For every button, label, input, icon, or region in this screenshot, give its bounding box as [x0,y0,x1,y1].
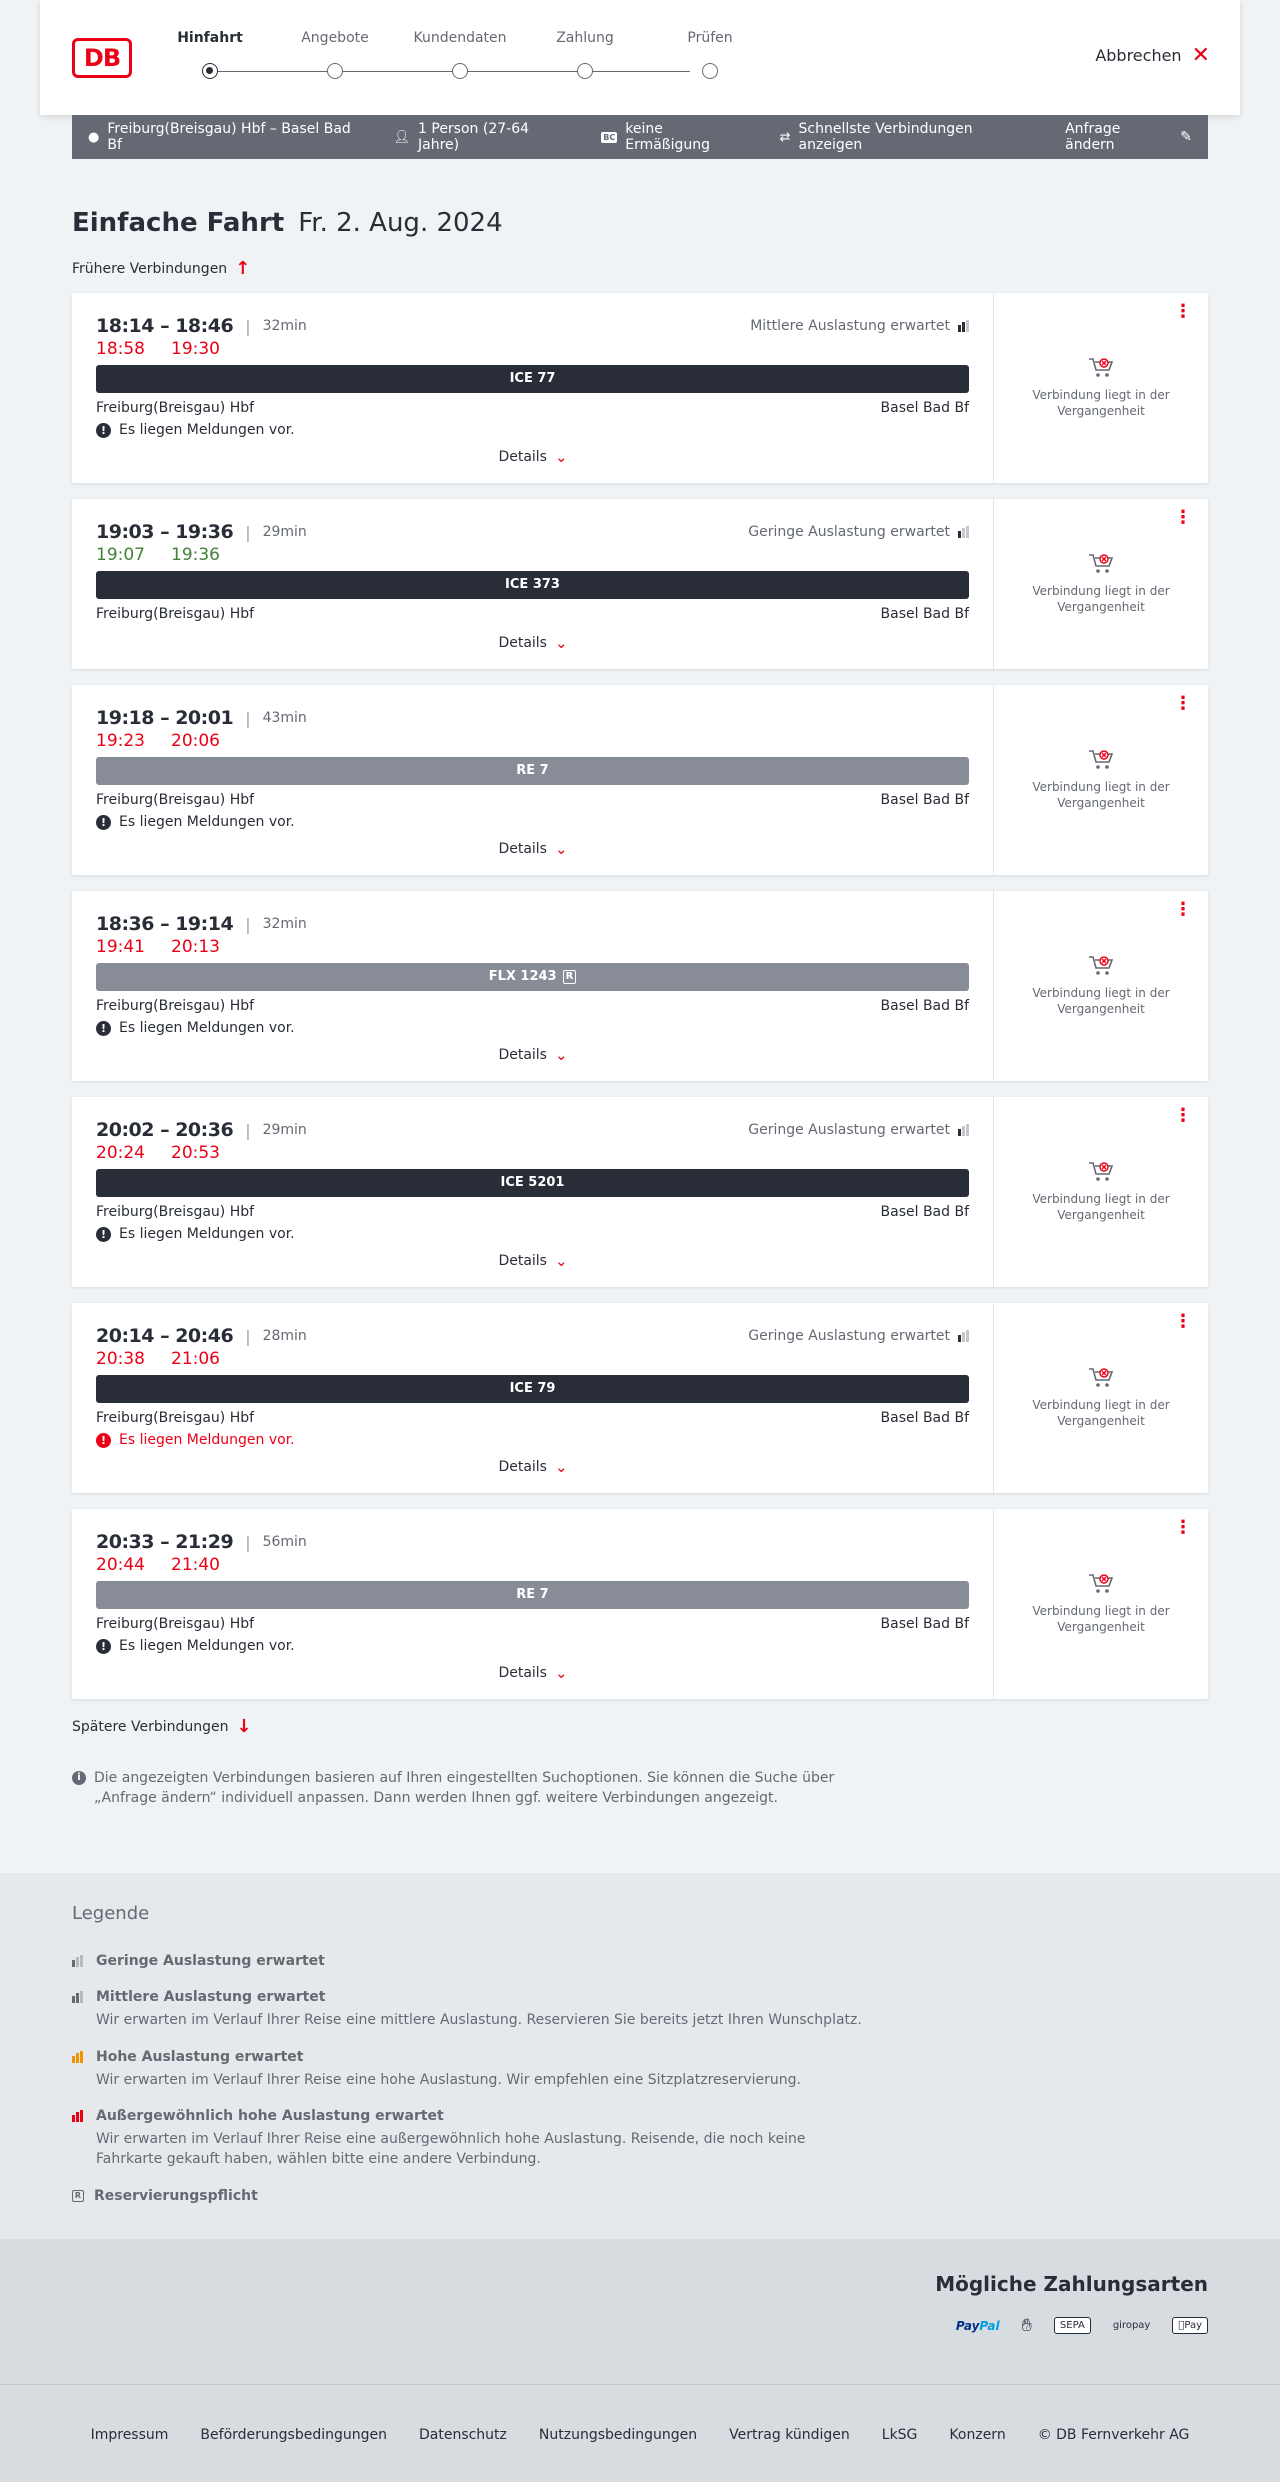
footer-link-befoerderungsbedingungen[interactable]: Beförderungsbedingungen [200,2427,387,2443]
pencil-icon: ✎ [1180,129,1192,145]
giropay-icon: giropay [1112,2320,1151,2331]
header [40,0,1240,115]
connection-card[interactable] [72,1509,1208,1699]
details-label: Details [498,841,547,857]
train-name: RE 7 [516,763,549,778]
alert-icon: ! [96,423,111,438]
realtime-arrival: 19:30 [171,339,220,359]
message-text: Es liegen Meldungen vor. [119,1226,295,1242]
realtime-times [96,1143,220,1163]
chevron-down-icon: ⌄ [554,634,568,652]
scheduled-time: 19:18 – 20:01 [96,707,234,729]
footer-link-impressum[interactable]: Impressum [90,2427,169,2443]
departure-station: Freiburg(Breisgau) Hbf [96,998,255,1014]
connection-main [72,891,994,1081]
step-pruefen[interactable] [660,30,760,79]
message-text: Es liegen Meldungen vor. [119,1432,295,1448]
separator: | [245,1532,251,1552]
info-icon: i [72,1771,86,1785]
scheduled-time: 18:36 – 19:14 [96,913,234,935]
summary-discount [601,121,747,153]
step-label: Prüfen [687,30,733,46]
arrival-station: Basel Bad Bf [880,1616,969,1632]
footer-link-konzern[interactable]: Konzern [949,2427,1006,2443]
scheduled-times [96,521,307,543]
step-hinfahrt[interactable] [160,30,260,79]
train-bar[interactable] [96,1581,969,1609]
past-text: Verbindung liegt in der Vergangenheit [1032,1604,1170,1634]
train-name: ICE 5201 [500,1175,565,1190]
alert-icon: ! [96,815,111,830]
load-indicator [748,1122,969,1138]
travellers-text: 1 Person (27-64 Jahre) [418,121,530,153]
load-text: Mittlere Auslastung erwartet [750,318,950,334]
fastest-text: Schnellste Verbindungen anzeigen [798,121,973,153]
past-connection-notice [1004,1571,1198,1635]
connection-card[interactable] [72,1097,1208,1287]
load-indicator [750,318,969,334]
booking-side [994,1303,1208,1493]
location-pin-icon: ● [88,129,100,145]
credit-card-icon: ✋︎ [1021,2315,1032,2336]
message-notice [96,422,295,438]
connection-card[interactable] [72,293,1208,483]
past-text: Verbindung liegt in der Vergangenheit [1032,584,1170,614]
route-text: Freiburg(Breisgau) Hbf – Basel Bad Bf [107,121,351,153]
edit-request-button[interactable] [1065,121,1192,153]
past-text: Verbindung liegt in der Vergangenheit [1032,1398,1170,1428]
load-icon [958,1124,969,1136]
payment-title: Mögliche Zahlungsarten [935,2272,1208,2296]
step-dot [577,63,593,79]
page-title [72,208,503,238]
train-name: FLX 1243 [488,969,557,984]
step-label: Hinfahrt [177,30,243,46]
booking-stepper [177,30,733,90]
details-toggle[interactable] [72,840,994,858]
more-options-icon[interactable]: ⋮ [1174,1517,1192,1538]
realtime-times [96,339,220,359]
train-bar[interactable] [96,1169,969,1197]
more-options-icon[interactable]: ⋮ [1174,1311,1192,1332]
departure-station: Freiburg(Breisgau) Hbf [96,400,255,416]
edit-request-label: Anfrage ändern [1065,121,1121,153]
booking-side [994,685,1208,875]
duration: 43min [262,710,307,726]
footer-link-vertrag-kuendigen[interactable]: Vertrag kündigen [729,2427,850,2443]
details-toggle[interactable] [72,1664,994,1682]
arrival-station: Basel Bad Bf [880,606,969,622]
scheduled-time: 20:14 – 20:46 [96,1325,234,1347]
trip-date: Fr. 2. Aug. 2024 [298,208,503,238]
arrival-station: Basel Bad Bf [880,400,969,416]
booking-side [994,499,1208,669]
arrival-station: Basel Bad Bf [880,1204,969,1220]
footer-links [0,2427,1280,2443]
scheduled-times [96,913,307,935]
reservation-icon: R [72,2190,84,2202]
search-options-note [72,1768,842,1808]
realtime-departure: 19:07 [96,545,145,565]
more-options-icon[interactable]: ⋮ [1174,301,1192,322]
departure-station: Freiburg(Breisgau) Hbf [96,606,255,622]
past-text: Verbindung liegt in der Vergangenheit [1032,1192,1170,1222]
load-text: Geringe Auslastung erwartet [748,1328,950,1344]
realtime-arrival: 21:40 [171,1555,220,1575]
load-indicator [748,524,969,540]
step-label: Kundendaten [413,30,507,46]
step-dot [202,63,218,79]
trip-type: Einfache Fahrt [72,208,285,238]
message-text: Es liegen Meldungen vor. [119,1638,295,1654]
realtime-arrival: 21:06 [171,1349,220,1369]
train-bar[interactable] [96,963,969,991]
booking-side [994,891,1208,1081]
separator: | [245,316,251,336]
later-label: Spätere Verbindungen [72,1718,229,1735]
past-text: Verbindung liegt in der Vergangenheit [1032,780,1170,810]
details-toggle[interactable] [72,1252,994,1270]
connection-card[interactable] [72,891,1208,1081]
step-angebote[interactable] [285,30,385,79]
summary-route [88,121,362,153]
message-notice [96,1020,295,1036]
alert-icon: ! [96,1639,111,1654]
duration: 56min [262,1534,307,1550]
details-label: Details [498,1665,547,1681]
legend-item-reservation [72,2188,872,2204]
earlier-label: Frühere Verbindungen [72,260,228,277]
legend-item-title: Geringe Auslastung erwartet [96,1953,325,1969]
load-text: Geringe Auslastung erwartet [748,1122,950,1138]
past-connection-notice [1004,1159,1198,1223]
message-notice [96,1638,295,1654]
scheduled-time: 20:33 – 21:29 [96,1531,234,1553]
message-text: Es liegen Meldungen vor. [119,1020,295,1036]
booking-side [994,1097,1208,1287]
arrival-station: Basel Bad Bf [880,998,969,1014]
db-logo[interactable]: DB [72,38,132,78]
past-connection-notice [1004,355,1198,419]
alert-icon: ! [96,1433,111,1448]
summary-travellers [394,121,570,153]
scheduled-times [96,707,307,729]
legend-title: Legende [72,1903,150,1924]
separator: | [245,914,251,934]
realtime-departure: 18:58 [96,339,145,359]
realtime-departure: 20:44 [96,1555,145,1575]
legend-item-title: Mittlere Auslastung erwartet [96,1989,326,2005]
connection-main [72,1097,994,1287]
message-notice [96,1226,295,1242]
connection-main [72,685,994,875]
message-notice [96,814,295,830]
legend-item-title: Reservierungspflicht [94,2188,258,2204]
connection-card[interactable] [72,1303,1208,1493]
train-name: ICE 373 [505,577,560,592]
load-low-icon [72,1955,86,1967]
realtime-times [96,937,220,957]
legend-item-title: Hohe Auslastung erwartet [96,2049,304,2065]
step-label: Angebote [301,30,369,46]
arrival-station: Basel Bad Bf [880,1410,969,1426]
footer-link-lksg[interactable]: LkSG [881,2427,918,2443]
connection-card[interactable] [72,685,1208,875]
realtime-departure: 20:38 [96,1349,145,1369]
legend-item-title: Außergewöhnlich hohe Auslastung erwartet [96,2108,444,2124]
departure-station: Freiburg(Breisgau) Hbf [96,1410,255,1426]
departure-station: Freiburg(Breisgau) Hbf [96,792,255,808]
arrival-station: Basel Bad Bf [880,792,969,808]
realtime-times [96,1555,220,1575]
summary-fastest[interactable] [780,121,1033,153]
apple-pay-icon: Pay [1172,2317,1208,2334]
cart-unavailable-icon [1087,1365,1115,1389]
more-options-icon[interactable]: ⋮ [1174,693,1192,714]
separator: | [245,708,251,728]
scheduled-times [96,1119,307,1141]
chevron-down-icon: ⌄ [554,840,568,858]
train-bar[interactable] [96,571,969,599]
legend-item-desc: Wir erwarten im Verlauf Ihrer Reise eine hohe Auslastung. Wir empfehlen eine Sitzplatzreservierung. [96,2072,801,2088]
cart-unavailable-icon [1087,1571,1115,1595]
train-name: ICE 79 [509,1381,556,1396]
details-toggle[interactable] [72,448,994,466]
chevron-down-icon: ⌄ [554,1664,568,1682]
past-connection-notice [1004,551,1198,615]
swap-arrows-icon: ⇄ [779,129,791,145]
load-icon [958,1330,969,1342]
cart-unavailable-icon [1087,1159,1115,1183]
realtime-arrival: 19:36 [171,545,220,565]
note-text: Die angezeigten Verbindungen basieren auf Ihren eingestellten Suchoptionen. Sie können die Suche über „Anfrage ändern“ individuell anpassen. Dann werden Ihnen ggf. weitere Verbindungen angezeigt. [94,1770,835,1806]
footer-link-nutzungsbedingungen[interactable]: Nutzungsbedingungen [538,2427,698,2443]
realtime-departure: 19:41 [96,937,145,957]
legend-item-exceptional [72,2108,872,2169]
scheduled-times [96,1325,307,1347]
message-notice [96,1432,295,1448]
legend [0,1873,1280,2239]
details-label: Details [498,449,547,465]
past-connection-notice [1004,1365,1198,1429]
duration: 28min [262,1328,307,1344]
chevron-down-icon: ⌄ [554,448,568,466]
cart-unavailable-icon [1087,747,1115,771]
chevron-down-icon: ⌄ [554,1458,568,1476]
realtime-times [96,545,220,565]
train-name: ICE 77 [509,371,556,386]
footer-link-datenschutz[interactable]: Datenschutz [418,2427,507,2443]
connection-main [72,1303,994,1493]
legend-item-desc: Wir erwarten im Verlauf Ihrer Reise eine außergewöhnlich hohe Auslastung. Reisende, die noch keine Fahrkarte gekauft haben, wählen bitte eine andere Verbindung. [96,2131,806,2167]
separator: | [245,1120,251,1140]
earlier-connections-link[interactable] [72,258,250,279]
cancel-label: Abbrechen [1095,46,1182,65]
train-bar[interactable] [96,757,969,785]
more-options-icon[interactable]: ⋮ [1174,899,1192,920]
connection-main [72,1509,994,1699]
payment-methods [0,2239,1280,2384]
chevron-down-icon: ⌄ [554,1046,568,1064]
legend-item-low [72,1953,872,1969]
details-toggle[interactable] [72,634,994,652]
step-zahlung[interactable] [535,30,635,79]
realtime-arrival: 20:13 [171,937,220,957]
details-toggle[interactable] [72,1046,994,1064]
alert-icon: ! [96,1227,111,1242]
legend-item-medium [72,1989,872,2030]
arrow-down-icon: ↓ [236,1716,252,1737]
step-dot [702,63,718,79]
realtime-departure: 20:24 [96,1143,145,1163]
details-label: Details [498,1047,547,1063]
load-exceptional-icon [72,2110,86,2122]
more-options-icon[interactable]: ⋮ [1174,507,1192,528]
load-indicator [748,1328,969,1344]
footer-copyright: © DB Fernverkehr AG [1037,2427,1190,2443]
close-icon: ✕ [1191,42,1210,68]
load-high-icon [72,2051,86,2063]
duration: 29min [262,524,307,540]
details-toggle[interactable] [72,1458,994,1476]
past-text: Verbindung liegt in der Vergangenheit [1032,986,1170,1016]
scheduled-time: 19:03 – 19:36 [96,521,234,543]
more-options-icon[interactable]: ⋮ [1174,1105,1192,1126]
search-summary-bar [72,115,1208,159]
paypal-icon: PayPal [955,2318,1000,2333]
train-name: RE 7 [516,1587,549,1602]
realtime-times [96,1349,220,1369]
load-text: Geringe Auslastung erwartet [748,524,950,540]
cart-unavailable-icon [1087,953,1115,977]
cart-unavailable-icon [1087,355,1115,379]
connection-card[interactable] [72,499,1208,669]
details-label: Details [498,1253,547,1269]
chevron-down-icon: ⌄ [554,1252,568,1270]
train-bar[interactable] [96,1375,969,1403]
person-icon: 👤︎ [393,129,411,145]
step-dot [452,63,468,79]
step-label: Zahlung [556,30,614,46]
scheduled-time: 20:02 – 20:36 [96,1119,234,1141]
details-label: Details [498,1459,547,1475]
bahncard-icon: BC [603,132,616,142]
legend-item-high [72,2049,872,2090]
past-text: Verbindung liegt in der Vergangenheit [1032,388,1170,418]
duration: 32min [262,916,307,932]
scheduled-times [96,315,307,337]
cart-unavailable-icon [1087,551,1115,575]
message-text: Es liegen Meldungen vor. [119,814,295,830]
step-dot [327,63,343,79]
connection-main [72,293,994,483]
realtime-departure: 19:23 [96,731,145,751]
separator: | [245,1326,251,1346]
payment-list [956,2315,1208,2336]
legend-item-desc: Wir erwarten im Verlauf Ihrer Reise eine mittlere Auslastung. Reservieren Sie bereits jetzt Ihren Wunschplatz. [96,2012,862,2028]
load-icon [958,526,969,538]
footer [0,2384,1280,2482]
realtime-arrival: 20:06 [171,731,220,751]
connection-main [72,499,994,669]
load-icon [958,320,969,332]
booking-side [994,1509,1208,1699]
realtime-arrival: 20:53 [171,1143,220,1163]
scheduled-times [96,1531,307,1553]
discount-text: keine Ermäßigung [625,121,711,153]
train-bar[interactable] [96,365,969,393]
past-connection-notice [1004,953,1198,1017]
separator: | [245,522,251,542]
load-medium-icon [72,1991,86,2003]
alert-icon: ! [96,1021,111,1036]
arrow-up-icon: ↑ [235,258,251,279]
later-connections-link[interactable] [72,1716,252,1737]
realtime-times [96,731,220,751]
sepa-icon: SEPA [1054,2317,1091,2334]
step-kundendaten[interactable] [410,30,510,79]
details-label: Details [498,635,547,651]
duration: 29min [262,1122,307,1138]
message-text: Es liegen Meldungen vor. [119,422,295,438]
scheduled-time: 18:14 – 18:46 [96,315,234,337]
departure-station: Freiburg(Breisgau) Hbf [96,1204,255,1220]
departure-station: Freiburg(Breisgau) Hbf [96,1616,255,1632]
past-connection-notice [1004,747,1198,811]
cancel-button[interactable] [1095,42,1210,68]
reservation-icon: R [563,970,577,984]
booking-side [994,293,1208,483]
duration: 32min [262,318,307,334]
